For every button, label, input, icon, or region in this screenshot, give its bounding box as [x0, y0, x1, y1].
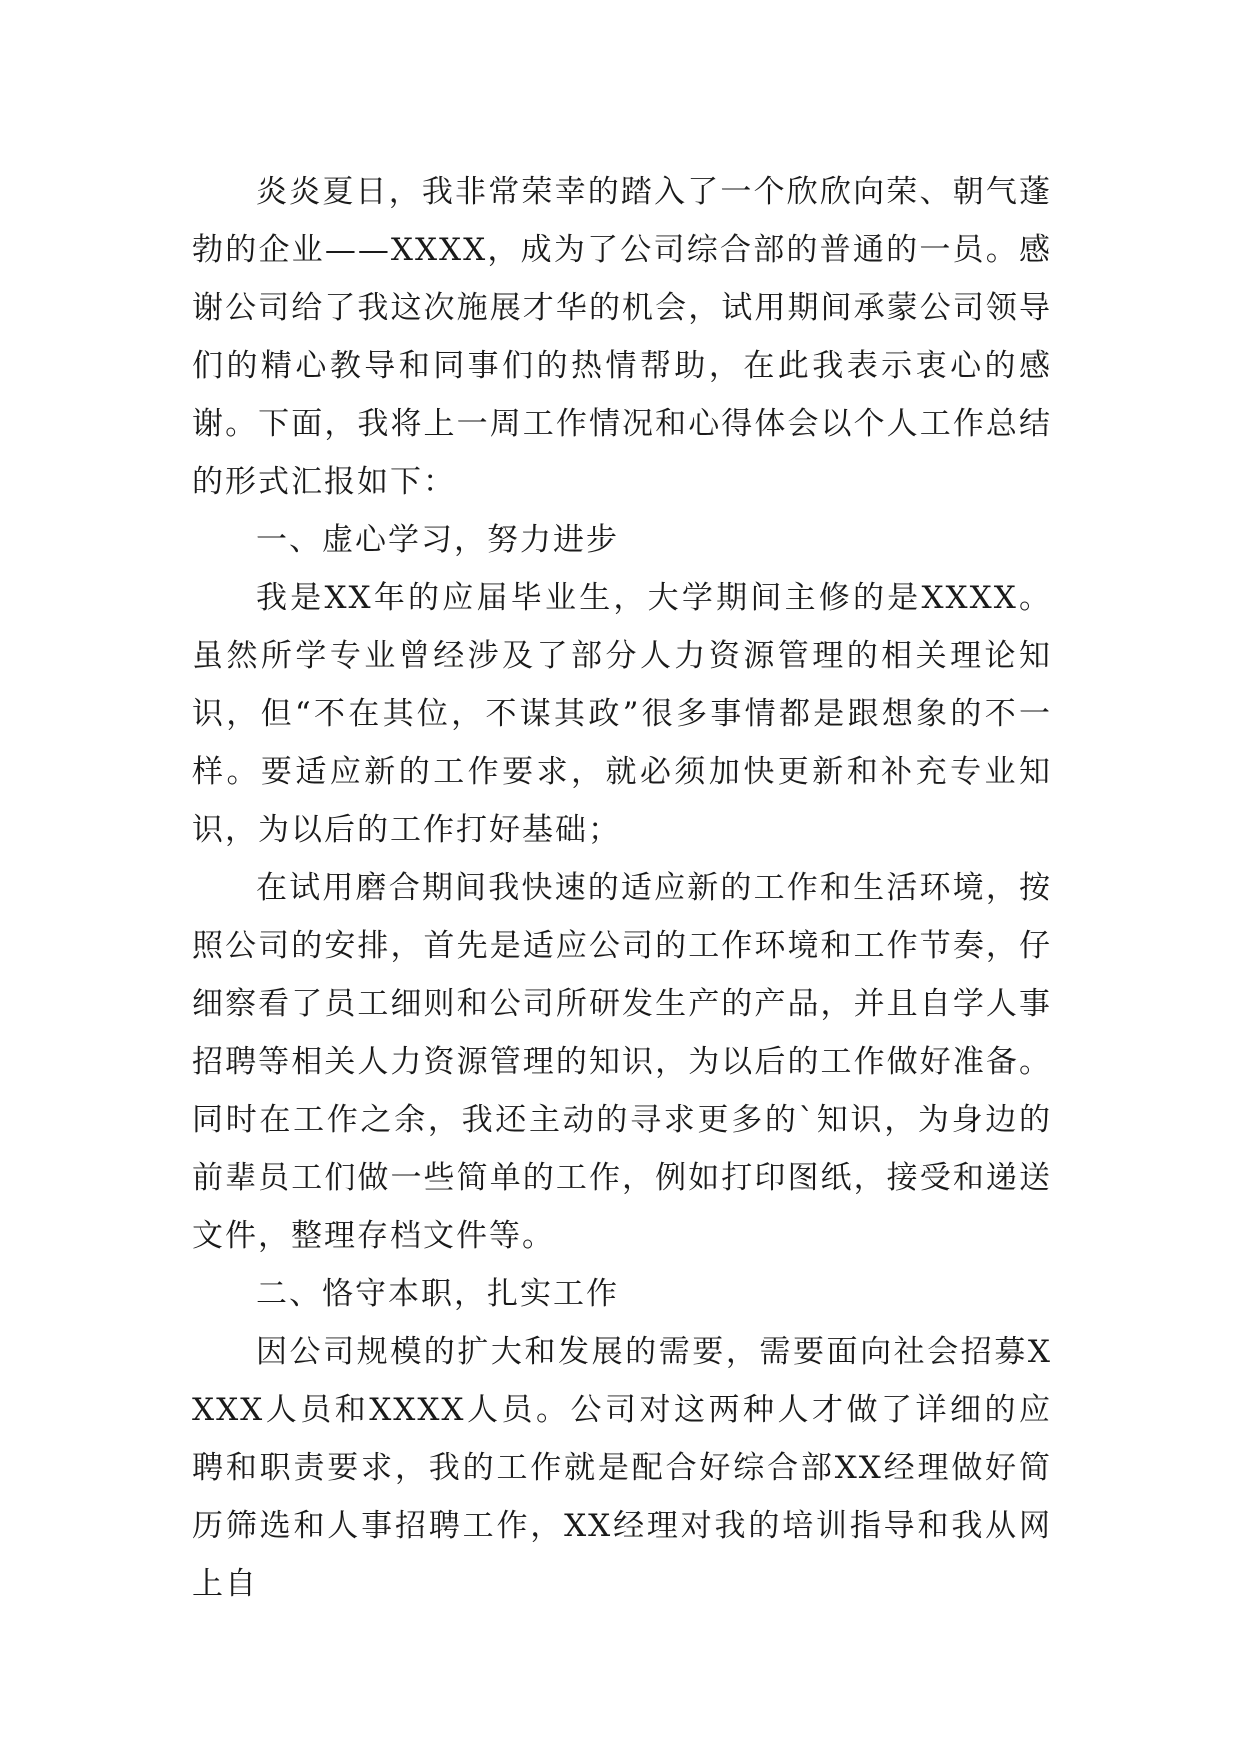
section-heading-1: 一、虚心学习，努力进步 [256, 522, 619, 558]
paragraph-adaptation: 在试用磨合期间我快速的适应新的工作和生活环境，按照公司的安排，首先是适应公司的工作环境和工作节奏，仔细察看了员工细则和公司所研发生产的产品，并且自学人事招聘等相关人力资源管理的知识，为以后的工作做好准备。同时在工作之余，我还主动的寻求更多的`知识，为身边的前辈员工们做一些简单的工作，例如打印图纸，接受和递送文件，整理存档文件等。 [192, 870, 1052, 1254]
section-heading-2: 二、恪守本职，扎实工作 [256, 1276, 619, 1312]
paragraph-intro: 炎炎夏日，我非常荣幸的踏入了一个欣欣向荣、朝气蓬勃的企业——XXXX，成为了公司综合部的普通的一员。感谢公司给了我这次施展才华的机会，试用期间承蒙公司领导们的精心教导和同事们的热情帮助，在此我表示衷心的感谢。下面，我将上一周工作情况和心得体会以个人工作总结的形式汇报如下： [192, 174, 1052, 500]
document-body [192, 163, 1052, 1613]
paragraph-study: 我是XX年的应届毕业生，大学期间主修的是XXXX。虽然所学专业曾经涉及了部分人力资源管理的相关理论知识，但“不在其位，不谋其政”很多事情都是跟想象的不一样。要适应新的工作要求，就必须加快更新和补充专业知识，为以后的工作打好基础； [192, 580, 1052, 848]
paragraph-recruitment: 因公司规模的扩大和发展的需要，需要面向社会招募XXXX人员和XXXX人员。公司对这两种人才做了详细的应聘和职责要求，我的工作就是配合好综合部XX经理做好简历筛选和人事招聘工作，XX经理对我的培训指导和我从网上自 [192, 1334, 1052, 1602]
